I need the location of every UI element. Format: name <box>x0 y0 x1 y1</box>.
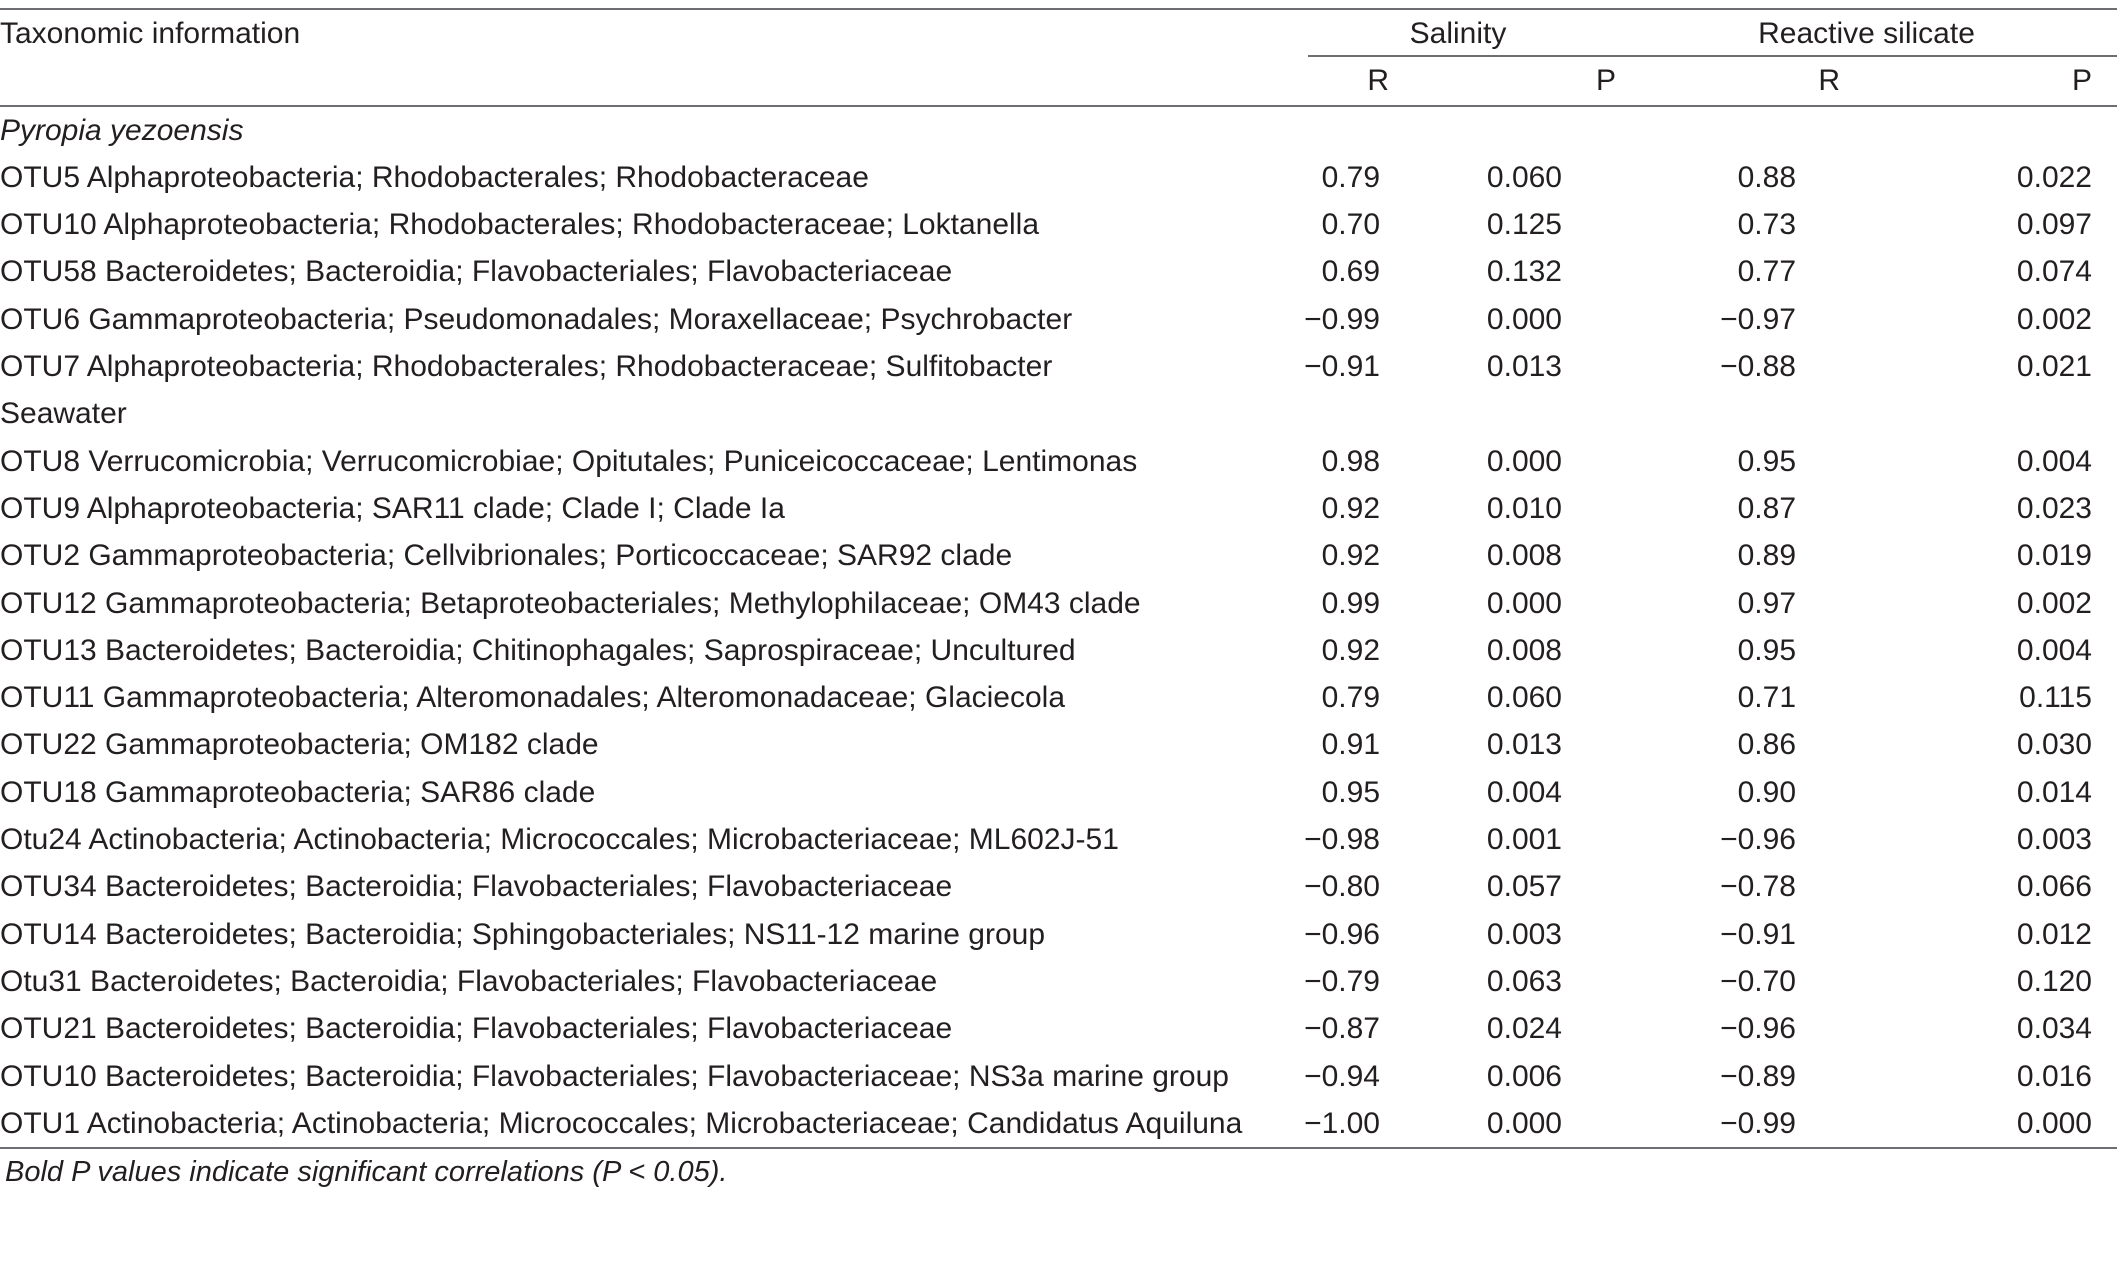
taxon-cell: OTU8 Verrucomicrobia; Verrucomicrobiae; Opitutales; Puniceicoccaceae; Lentimonas <box>0 444 1138 478</box>
silicate-p-cell: 0.014 <box>2016 775 2092 809</box>
header-reactive-silicate: Reactive silicate <box>1758 17 1975 50</box>
pad-cell <box>2092 721 2117 768</box>
salinity-r-cell: 0.79 <box>1321 160 1380 194</box>
table-row <box>0 532 2117 579</box>
salinity-p-cell: 0.010 <box>1486 491 1562 525</box>
silicate-r-cell: 0.88 <box>1737 160 1796 194</box>
header-row-stats <box>0 57 2117 105</box>
salinity-r-cell: 0.95 <box>1321 775 1380 809</box>
section-title: Seawater <box>0 397 127 431</box>
silicate-p-cell: 0.002 <box>2016 302 2092 336</box>
silicate-p-cell: 0.012 <box>2016 917 2092 951</box>
table-row <box>0 248 2117 295</box>
silicate-r-cell: 0.86 <box>1737 728 1796 762</box>
pad-cell <box>2092 1100 2117 1148</box>
header-salinity-r: R <box>1300 57 1389 105</box>
salinity-r-cell: 0.98 <box>1321 444 1380 478</box>
taxon-cell: OTU10 Bacteroidetes; Bacteroidia; Flavobacteriales; Flavobacteriaceae; NS3a marine group <box>0 1059 1229 1093</box>
table-footnote: Bold P values indicate significant correlations (P < 0.05). <box>5 1156 728 1189</box>
table-row <box>0 1100 2117 1148</box>
salinity-p-cell: 0.060 <box>1486 160 1562 194</box>
silicate-r-cell: −0.91 <box>1720 917 1796 951</box>
salinity-r-cell: −0.96 <box>1304 917 1380 951</box>
pad-cell <box>2092 532 2117 579</box>
salinity-p-cell: 0.024 <box>1486 1012 1562 1046</box>
silicate-r-cell: −0.89 <box>1720 1059 1796 1093</box>
pad-cell <box>2092 248 2117 295</box>
taxon-cell: OTU11 Gammaproteobacteria; Alteromonadales; Alteromonadaceae; Glaciecola <box>0 681 1066 715</box>
section-row <box>0 106 2117 154</box>
taxon-cell: OTU21 Bacteroidetes; Bacteroidia; Flavobacteriales; Flavobacteriaceae <box>0 1012 953 1046</box>
salinity-r-cell: 0.92 <box>1321 633 1380 667</box>
table-body <box>0 106 2117 1149</box>
silicate-r-cell: 0.95 <box>1737 444 1796 478</box>
salinity-p-cell: 0.008 <box>1486 539 1562 573</box>
salinity-p-cell: 0.008 <box>1486 633 1562 667</box>
pad-cell <box>2092 769 2117 816</box>
salinity-p-cell: 0.003 <box>1486 917 1562 951</box>
silicate-p-cell: 0.019 <box>2016 539 2092 573</box>
pad-cell <box>2092 485 2117 532</box>
silicate-p-cell: 0.120 <box>2016 964 2092 998</box>
salinity-r-cell: 0.79 <box>1321 681 1380 715</box>
salinity-p-cell: 0.057 <box>1486 870 1562 904</box>
salinity-r-cell: 0.91 <box>1321 728 1380 762</box>
header-silicate-p: P <box>1840 57 2092 105</box>
pad-cell <box>2092 816 2117 863</box>
header-pad-cell <box>2092 57 2117 105</box>
silicate-p-cell: 0.097 <box>2016 208 2092 242</box>
pad-cell <box>2092 1005 2117 1052</box>
salinity-r-cell: −1.00 <box>1300 1100 1389 1148</box>
taxon-cell: OTU58 Bacteroidetes; Bacteroidia; Flavobacteriales; Flavobacteriaceae <box>0 255 953 289</box>
table-row <box>0 201 2117 248</box>
silicate-r-cell: −0.99 <box>1616 1100 1840 1148</box>
pad-cell <box>2092 863 2117 910</box>
table-row <box>0 958 2117 1005</box>
header-group-rule <box>1308 55 2117 57</box>
pad-cell <box>2092 911 2117 958</box>
salinity-p-cell: 0.000 <box>1486 302 1562 336</box>
table-row <box>0 816 2117 863</box>
table-row <box>0 721 2117 768</box>
table-row <box>0 627 2117 674</box>
header-row-groups <box>0 9 2117 57</box>
silicate-r-cell: 0.95 <box>1737 633 1796 667</box>
silicate-p-cell: 0.002 <box>2016 586 2092 620</box>
table-row <box>0 154 2117 201</box>
pad-cell <box>2092 343 2117 390</box>
section-row <box>0 390 2117 437</box>
silicate-p-cell: 0.004 <box>2016 444 2092 478</box>
taxon-cell: OTU13 Bacteroidetes; Bacteroidia; Chitinophagales; Saprospiraceae; Uncultured <box>0 633 1076 667</box>
salinity-p-cell: 0.060 <box>1486 681 1562 715</box>
salinity-p-cell: 0.013 <box>1486 728 1562 762</box>
salinity-r-cell: −0.99 <box>1304 302 1380 336</box>
salinity-p-cell: 0.000 <box>1486 586 1562 620</box>
taxon-cell: OTU22 Gammaproteobacteria; OM182 clade <box>0 728 599 762</box>
salinity-r-cell: −0.91 <box>1304 350 1380 384</box>
taxon-cell: OTU7 Alphaproteobacteria; Rhodobacterales; Rhodobacteraceae; Sulfitobacter <box>0 350 1053 384</box>
salinity-p-cell: 0.001 <box>1486 823 1562 857</box>
salinity-r-cell: 0.69 <box>1321 255 1380 289</box>
pad-cell <box>2092 627 2117 674</box>
silicate-p-cell: 0.022 <box>2016 160 2092 194</box>
pad-cell <box>2092 1053 2117 1100</box>
table-row <box>0 343 2117 390</box>
silicate-p-cell: 0.021 <box>2016 350 2092 384</box>
header-taxonomic: Taxonomic information <box>0 17 301 50</box>
silicate-r-cell: 0.71 <box>1737 681 1796 715</box>
silicate-p-cell: 0.066 <box>2016 870 2092 904</box>
taxon-cell: OTU10 Alphaproteobacteria; Rhodobacterales; Rhodobacteraceae; Loktanella <box>0 208 1040 242</box>
salinity-p-cell: 0.000 <box>1486 444 1562 478</box>
silicate-p-cell: 0.003 <box>2016 823 2092 857</box>
taxon-cell: OTU14 Bacteroidetes; Bacteroidia; Sphingobacteriales; NS11-12 marine group <box>0 917 1046 951</box>
header-salinity: Salinity <box>1409 17 1507 50</box>
silicate-r-cell: 0.77 <box>1737 255 1796 289</box>
silicate-p-cell: 0.023 <box>2016 491 2092 525</box>
salinity-p-cell: 0.013 <box>1486 350 1562 384</box>
section-title: Pyropia yezoensis <box>0 113 244 147</box>
salinity-p-cell: 0.004 <box>1486 775 1562 809</box>
silicate-r-cell: −0.97 <box>1720 302 1796 336</box>
silicate-r-cell: 0.73 <box>1737 208 1796 242</box>
silicate-r-cell: 0.89 <box>1737 539 1796 573</box>
table-row <box>0 769 2117 816</box>
table-row <box>0 1053 2117 1100</box>
salinity-r-cell: −0.98 <box>1304 823 1380 857</box>
correlation-table <box>0 8 2117 1149</box>
taxon-cell: OTU5 Alphaproteobacteria; Rhodobacterales; Rhodobacteraceae <box>0 160 869 194</box>
salinity-p-cell: 0.006 <box>1486 1059 1562 1093</box>
pad-cell <box>2092 580 2117 627</box>
salinity-r-cell: −0.80 <box>1304 870 1380 904</box>
pad-cell <box>2092 674 2117 721</box>
silicate-r-cell: −0.96 <box>1720 823 1796 857</box>
taxon-cell: OTU9 Alphaproteobacteria; SAR11 clade; Clade I; Clade Ia <box>0 491 785 525</box>
taxon-cell: OTU18 Gammaproteobacteria; SAR86 clade <box>0 775 596 809</box>
table-row <box>0 580 2117 627</box>
silicate-p-cell: 0.115 <box>2019 681 2092 715</box>
salinity-r-cell: −0.79 <box>1304 964 1380 998</box>
taxon-cell: OTU1 Actinobacteria; Actinobacteria; Micrococcales; Microbacteriaceae; Candidatus Aquiluna <box>0 1100 1300 1148</box>
table-row <box>0 1005 2117 1052</box>
silicate-r-cell: 0.90 <box>1737 775 1796 809</box>
salinity-p-cell: 0.000 <box>1389 1100 1616 1148</box>
silicate-p-cell: 0.034 <box>2016 1012 2092 1046</box>
salinity-p-cell: 0.063 <box>1486 964 1562 998</box>
header-silicate-r: R <box>1616 57 1840 105</box>
pad-cell <box>2092 154 2117 201</box>
salinity-p-cell: 0.132 <box>1486 255 1562 289</box>
silicate-p-cell: 0.030 <box>2016 728 2092 762</box>
pad-cell <box>2092 296 2117 343</box>
silicate-p-cell: 0.074 <box>2016 255 2092 289</box>
silicate-p-cell: 0.000 <box>1840 1100 2092 1148</box>
taxon-cell: Otu31 Bacteroidetes; Bacteroidia; Flavobacteriales; Flavobacteriaceae <box>0 964 938 998</box>
table-row <box>0 911 2117 958</box>
silicate-r-cell: −0.96 <box>1720 1012 1796 1046</box>
salinity-p-cell: 0.125 <box>1486 208 1562 242</box>
taxon-cell: OTU2 Gammaproteobacteria; Cellvibrionales; Porticoccaceae; SAR92 clade <box>0 539 1013 573</box>
header-empty-cell <box>0 57 1300 105</box>
silicate-r-cell: 0.97 <box>1737 586 1796 620</box>
table-row <box>0 296 2117 343</box>
salinity-r-cell: 0.92 <box>1321 491 1380 525</box>
salinity-r-cell: 0.99 <box>1321 586 1380 620</box>
table-row <box>0 863 2117 910</box>
pad-cell <box>2092 201 2117 248</box>
table-row <box>0 438 2117 485</box>
salinity-r-cell: −0.94 <box>1304 1059 1380 1093</box>
silicate-r-cell: −0.70 <box>1720 964 1796 998</box>
pad-cell <box>2092 958 2117 1005</box>
taxon-cell: OTU6 Gammaproteobacteria; Pseudomonadales; Moraxellaceae; Psychrobacter <box>0 302 1073 336</box>
silicate-r-cell: −0.78 <box>1720 870 1796 904</box>
header-salinity-p: P <box>1389 57 1616 105</box>
salinity-r-cell: 0.70 <box>1321 208 1380 242</box>
silicate-p-cell: 0.016 <box>2016 1059 2092 1093</box>
silicate-p-cell: 0.004 <box>2016 633 2092 667</box>
salinity-r-cell: −0.87 <box>1304 1012 1380 1046</box>
taxon-cell: OTU12 Gammaproteobacteria; Betaproteobacteriales; Methylophilaceae; OM43 clade <box>0 586 1141 620</box>
salinity-r-cell: 0.92 <box>1321 539 1380 573</box>
table-row <box>0 674 2117 721</box>
taxon-cell: Otu24 Actinobacteria; Actinobacteria; Micrococcales; Microbacteriaceae; ML602J-51 <box>0 823 1119 857</box>
silicate-r-cell: 0.87 <box>1737 491 1796 525</box>
table-row <box>0 485 2117 532</box>
taxon-cell: OTU34 Bacteroidetes; Bacteroidia; Flavobacteriales; Flavobacteriaceae <box>0 870 953 904</box>
pad-cell <box>2092 438 2117 485</box>
silicate-r-cell: −0.88 <box>1720 350 1796 384</box>
